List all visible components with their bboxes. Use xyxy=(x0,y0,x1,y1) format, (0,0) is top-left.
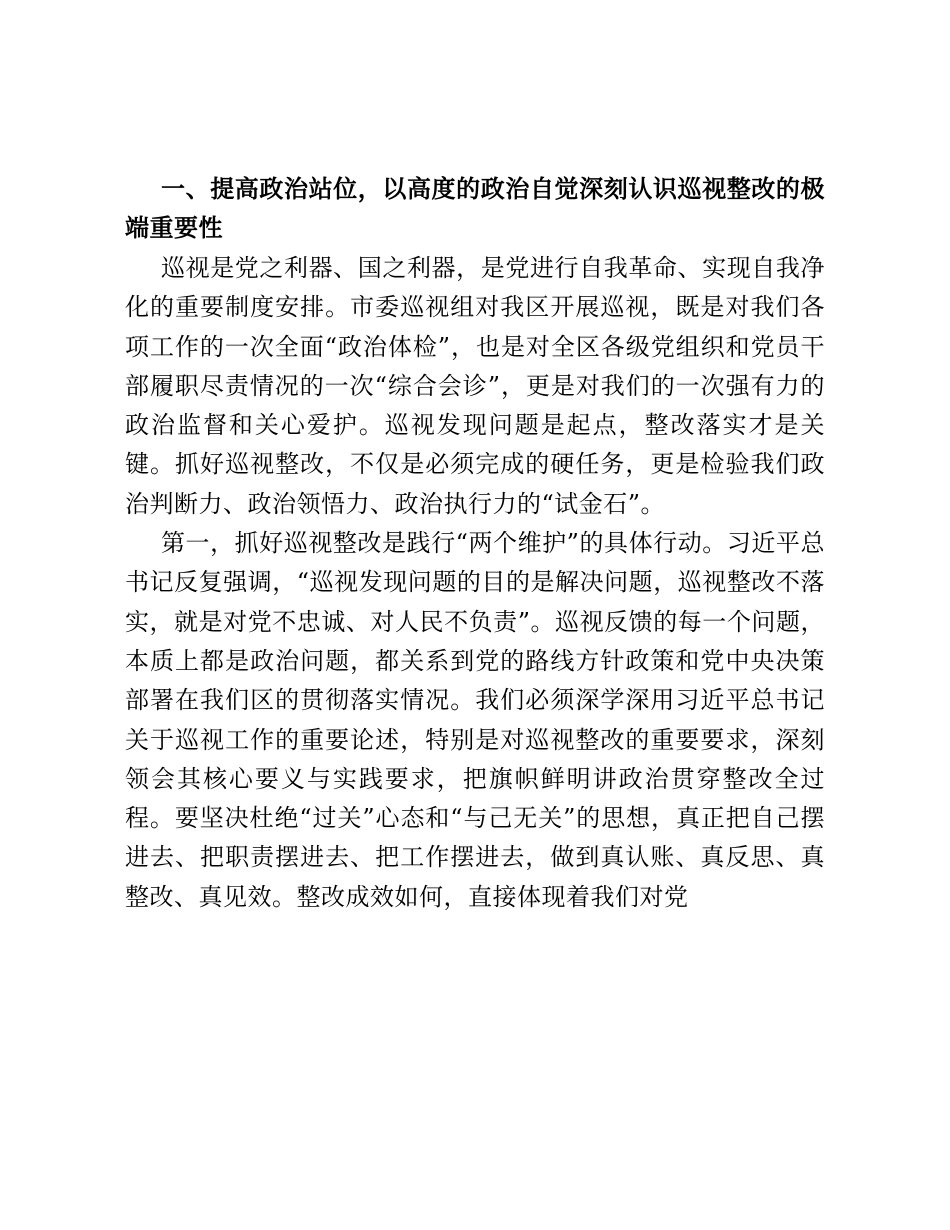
body-paragraph: 巡视是党之利器、国之利器，是党进行自我革命、实现自我净化的重要制度安排。市委巡视组对我区开展巡视，既是对我们各项工作的一次全面“政治体检”，也是对全区各级党组织和党员干部履职尽责情况的一次“综合会诊”，更是对我们的一次强有力的政治监督和关心爱护。巡视发现问题是起点，整改落实才是关键。抓好巡视整改，不仅是必须完成的硬任务，更是检验我们政治判断力、政治领悟力、政治执行力的“试金石”。 xyxy=(125,254,825,518)
body-paragraph: 第一，抓好巡视整改是践行“两个维护”的具体行动。习近平总书记反复强调，“巡视发现问题的目的是解决问题，巡视整改不落实，就是对党不忠诚、对人民不负责”。巡视反馈的每一个问题，本质上都是政治问题，都关系到党的路线方针政策和党中央决策部署在我们区的贯彻落实情况。我们必须深学深用习近平总书记关于巡视工作的重要论述，特别是对巡视整改的重要要求，深刻领会其核心要义与实践要求，把旗帜鲜明讲政治贯穿整改全过程。要坚决杜绝“过关”心态和“与己无关”的思想，真正把自己摆进去、把职责摆进去、把工作摆进去，做到真认账、真反思、真整改、真见效。整改成效如何，直接体现着我们对党 xyxy=(125,529,825,911)
document-body xyxy=(125,170,825,917)
section-heading: 一、提高政治站位，以高度的政治自觉深刻认识巡视整改的极端重要性 xyxy=(125,175,825,242)
